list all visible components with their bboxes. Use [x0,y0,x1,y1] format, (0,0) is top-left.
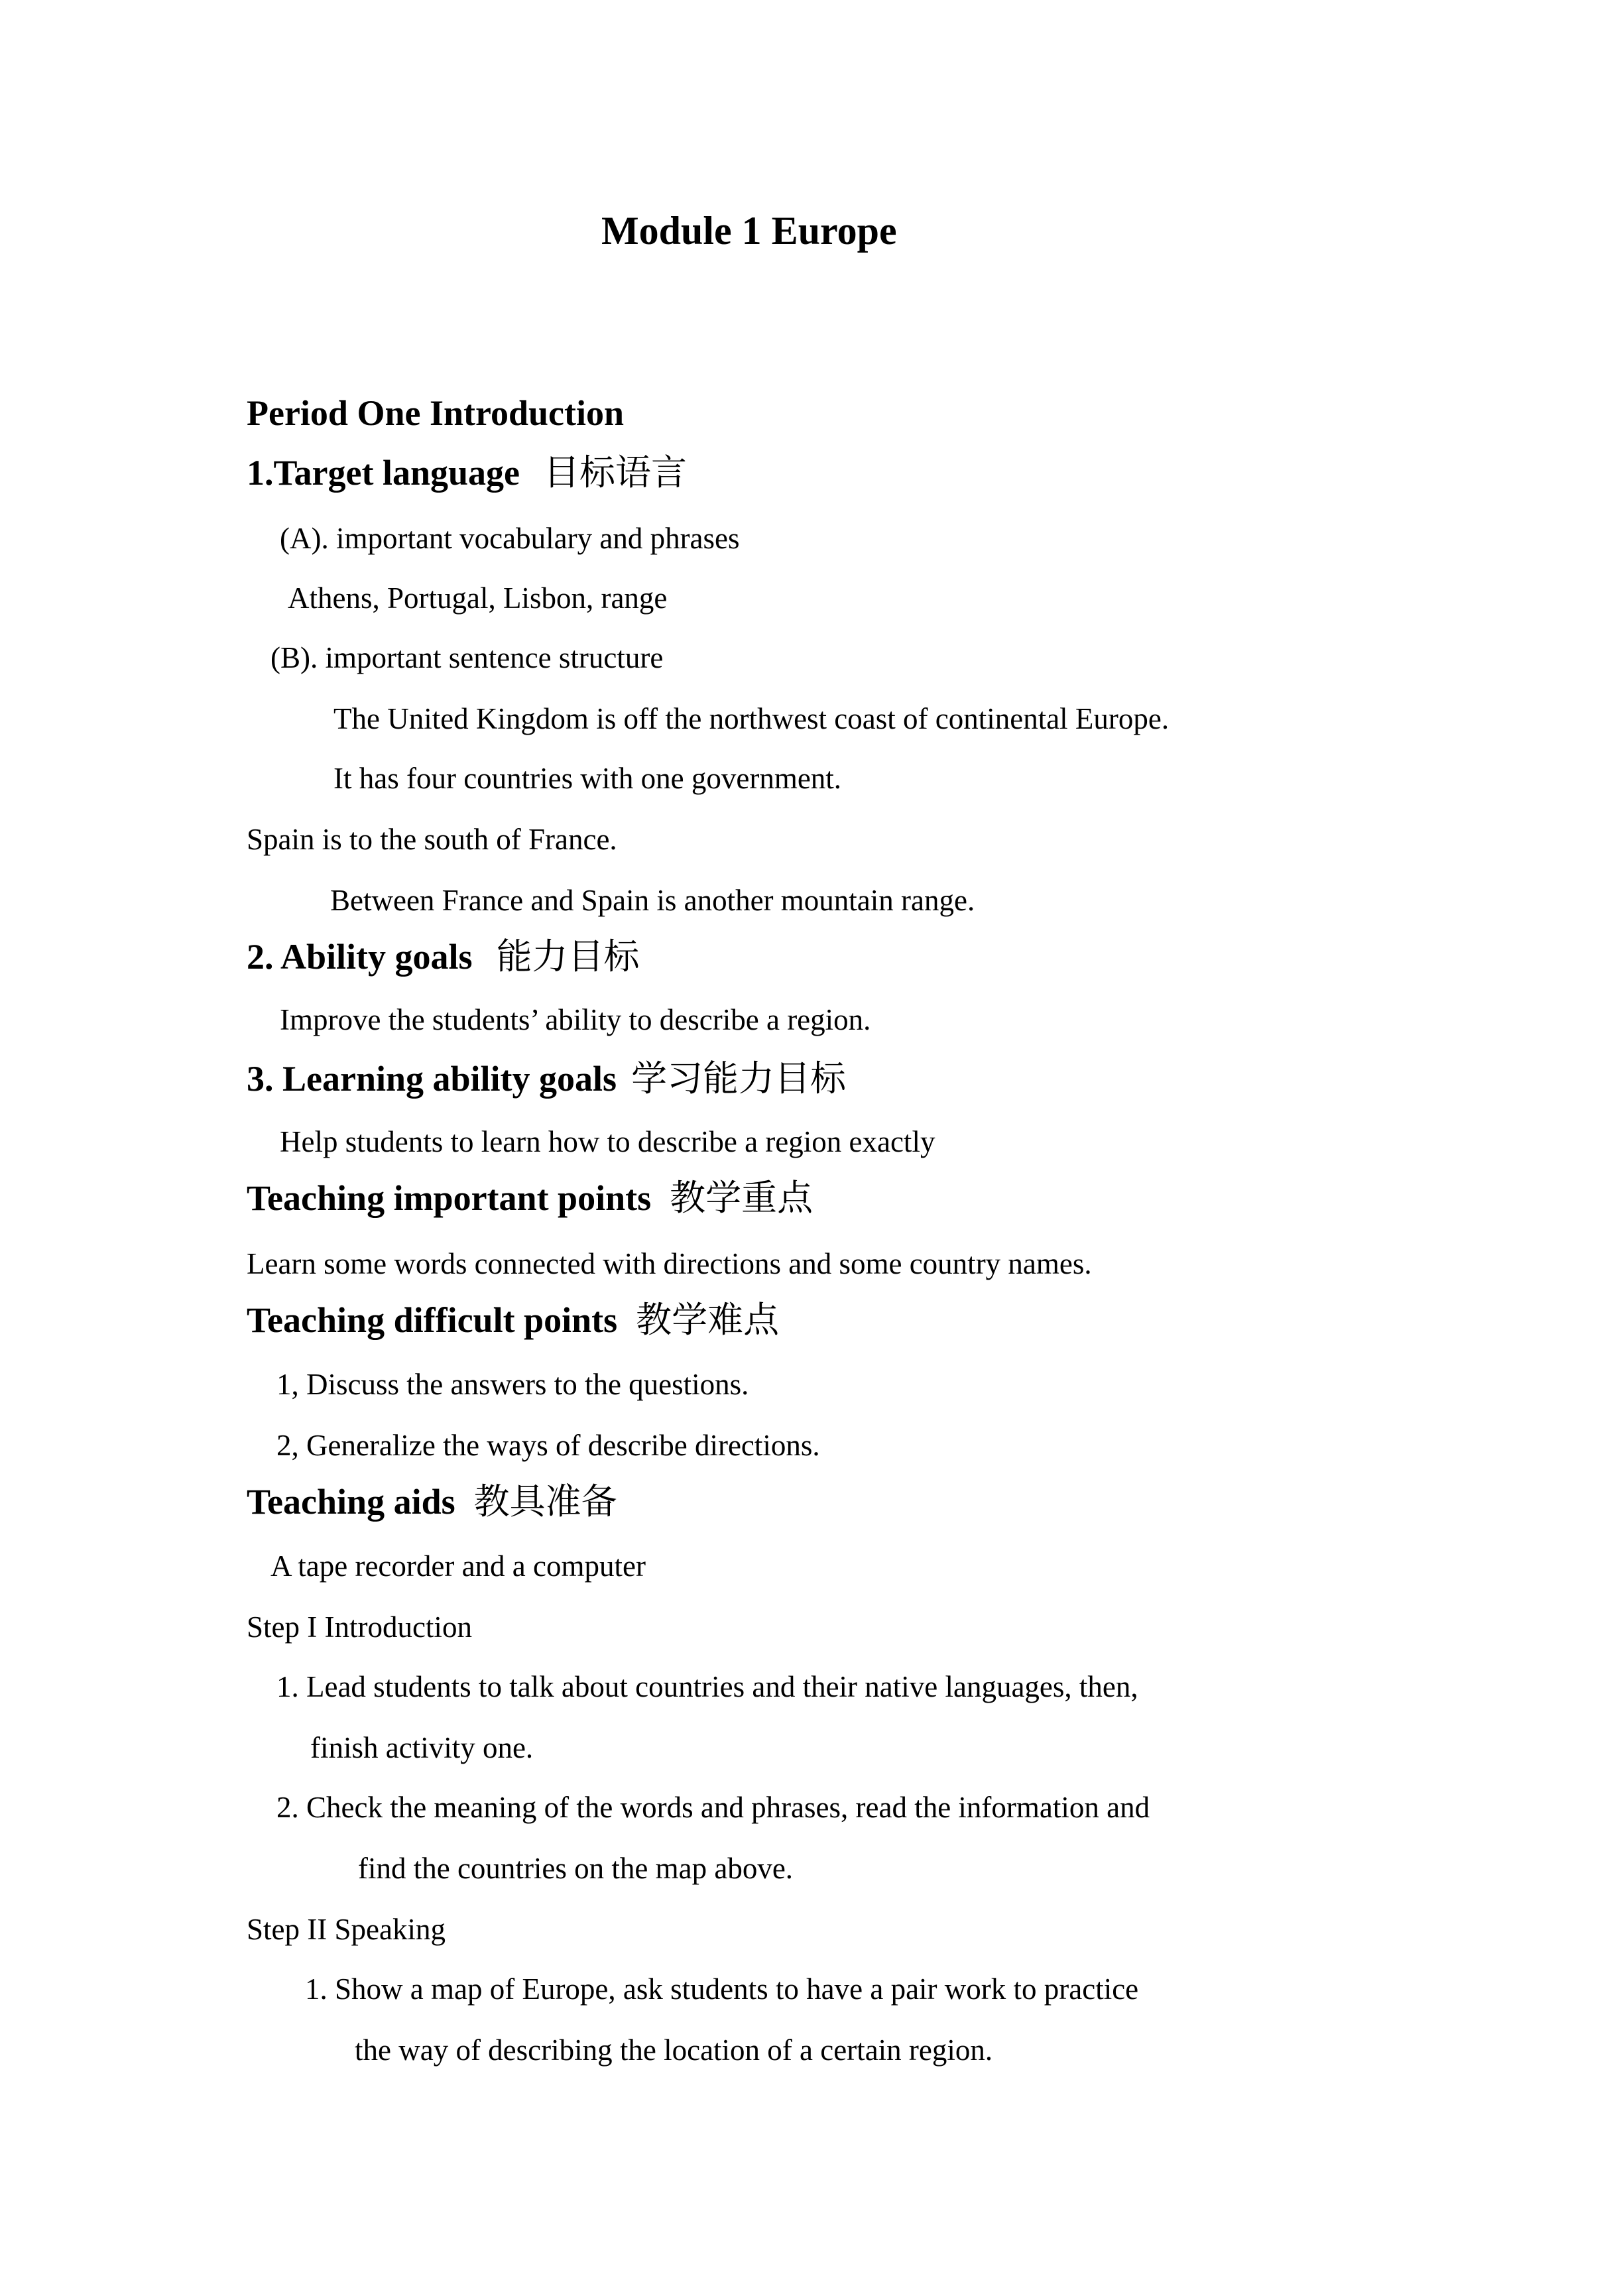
step1-heading: Step I Introduction [247,1610,472,1644]
learning-ability-goals-text: Help students to learn how to describe a region exactly [280,1125,935,1158]
difficult-points-heading-text: Teaching difficult points [247,1300,618,1340]
ability-goals-heading-text: 2. Ability goals [247,937,473,977]
important-points-text: Learn some words connected with directions and some country names. [247,1247,1092,1280]
sentence-4: Between France and Spain is another mountain range. [330,884,975,917]
ability-goals-text: Improve the students’ ability to describe a region. [280,1003,871,1036]
teaching-aids-heading-cjk: 教具准备 [473,1480,617,1522]
step1-item1-line2: finish activity one. [310,1731,534,1764]
teaching-aids-text: A tape recorder and a computer [270,1549,646,1583]
difficult-point-2: 2, Generalize the ways of describe directions. [276,1429,820,1462]
learning-ability-goals-heading [247,1057,847,1099]
period-heading: Period One Introduction [247,393,625,433]
learning-ability-goals-heading-text: 3. Learning ability goals [247,1059,617,1099]
difficult-points-heading [247,1299,780,1341]
sentence-2: It has four countries with one government. [333,762,842,795]
sentence-3: Spain is to the south of France. [247,823,617,856]
step1-item2-line2: find the countries on the map above. [358,1852,794,1885]
difficult-point-1: 1, Discuss the answers to the questions. [276,1368,749,1401]
target-language-heading-text: 1.Target language [247,453,520,493]
teaching-aids-heading [247,1480,617,1522]
step2-item1-line2: the way of describing the location of a certain region. [355,2033,993,2067]
sentence-structure-label: (B). important sentence structure [270,641,664,674]
ability-goals-heading [247,936,640,977]
target-language-heading [247,452,688,493]
step2-item1-line1: 1. Show a map of Europe, ask students to have a pair work to practice [305,1972,1139,2006]
target-language-heading-cjk: 目标语言 [544,452,688,493]
step1-item2-line1: 2. Check the meaning of the words and phrases, read the information and [276,1791,1150,1824]
important-points-heading [247,1177,813,1219]
important-points-heading-text: Teaching important points [247,1178,652,1218]
step2-heading: Step II Speaking [247,1913,446,1946]
sentence-1: The United Kingdom is off the northwest coast of continental Europe. [333,702,1170,735]
difficult-points-heading-cjk: 教学难点 [636,1299,780,1341]
vocabulary-label: (A). important vocabulary and phrases [280,522,740,555]
important-points-heading-cjk: 教学重点 [670,1177,813,1219]
ability-goals-heading-cjk: 能力目标 [496,936,640,977]
document-title: Module 1 Europe [601,209,897,253]
teaching-aids-heading-text: Teaching aids [247,1482,455,1522]
vocabulary-words: Athens, Portugal, Lisbon, range [288,581,668,615]
step1-item1-line1: 1. Lead students to talk about countries and their native languages, then, [276,1670,1138,1703]
learning-ability-goals-heading-cjk: 学习能力目标 [631,1057,847,1099]
